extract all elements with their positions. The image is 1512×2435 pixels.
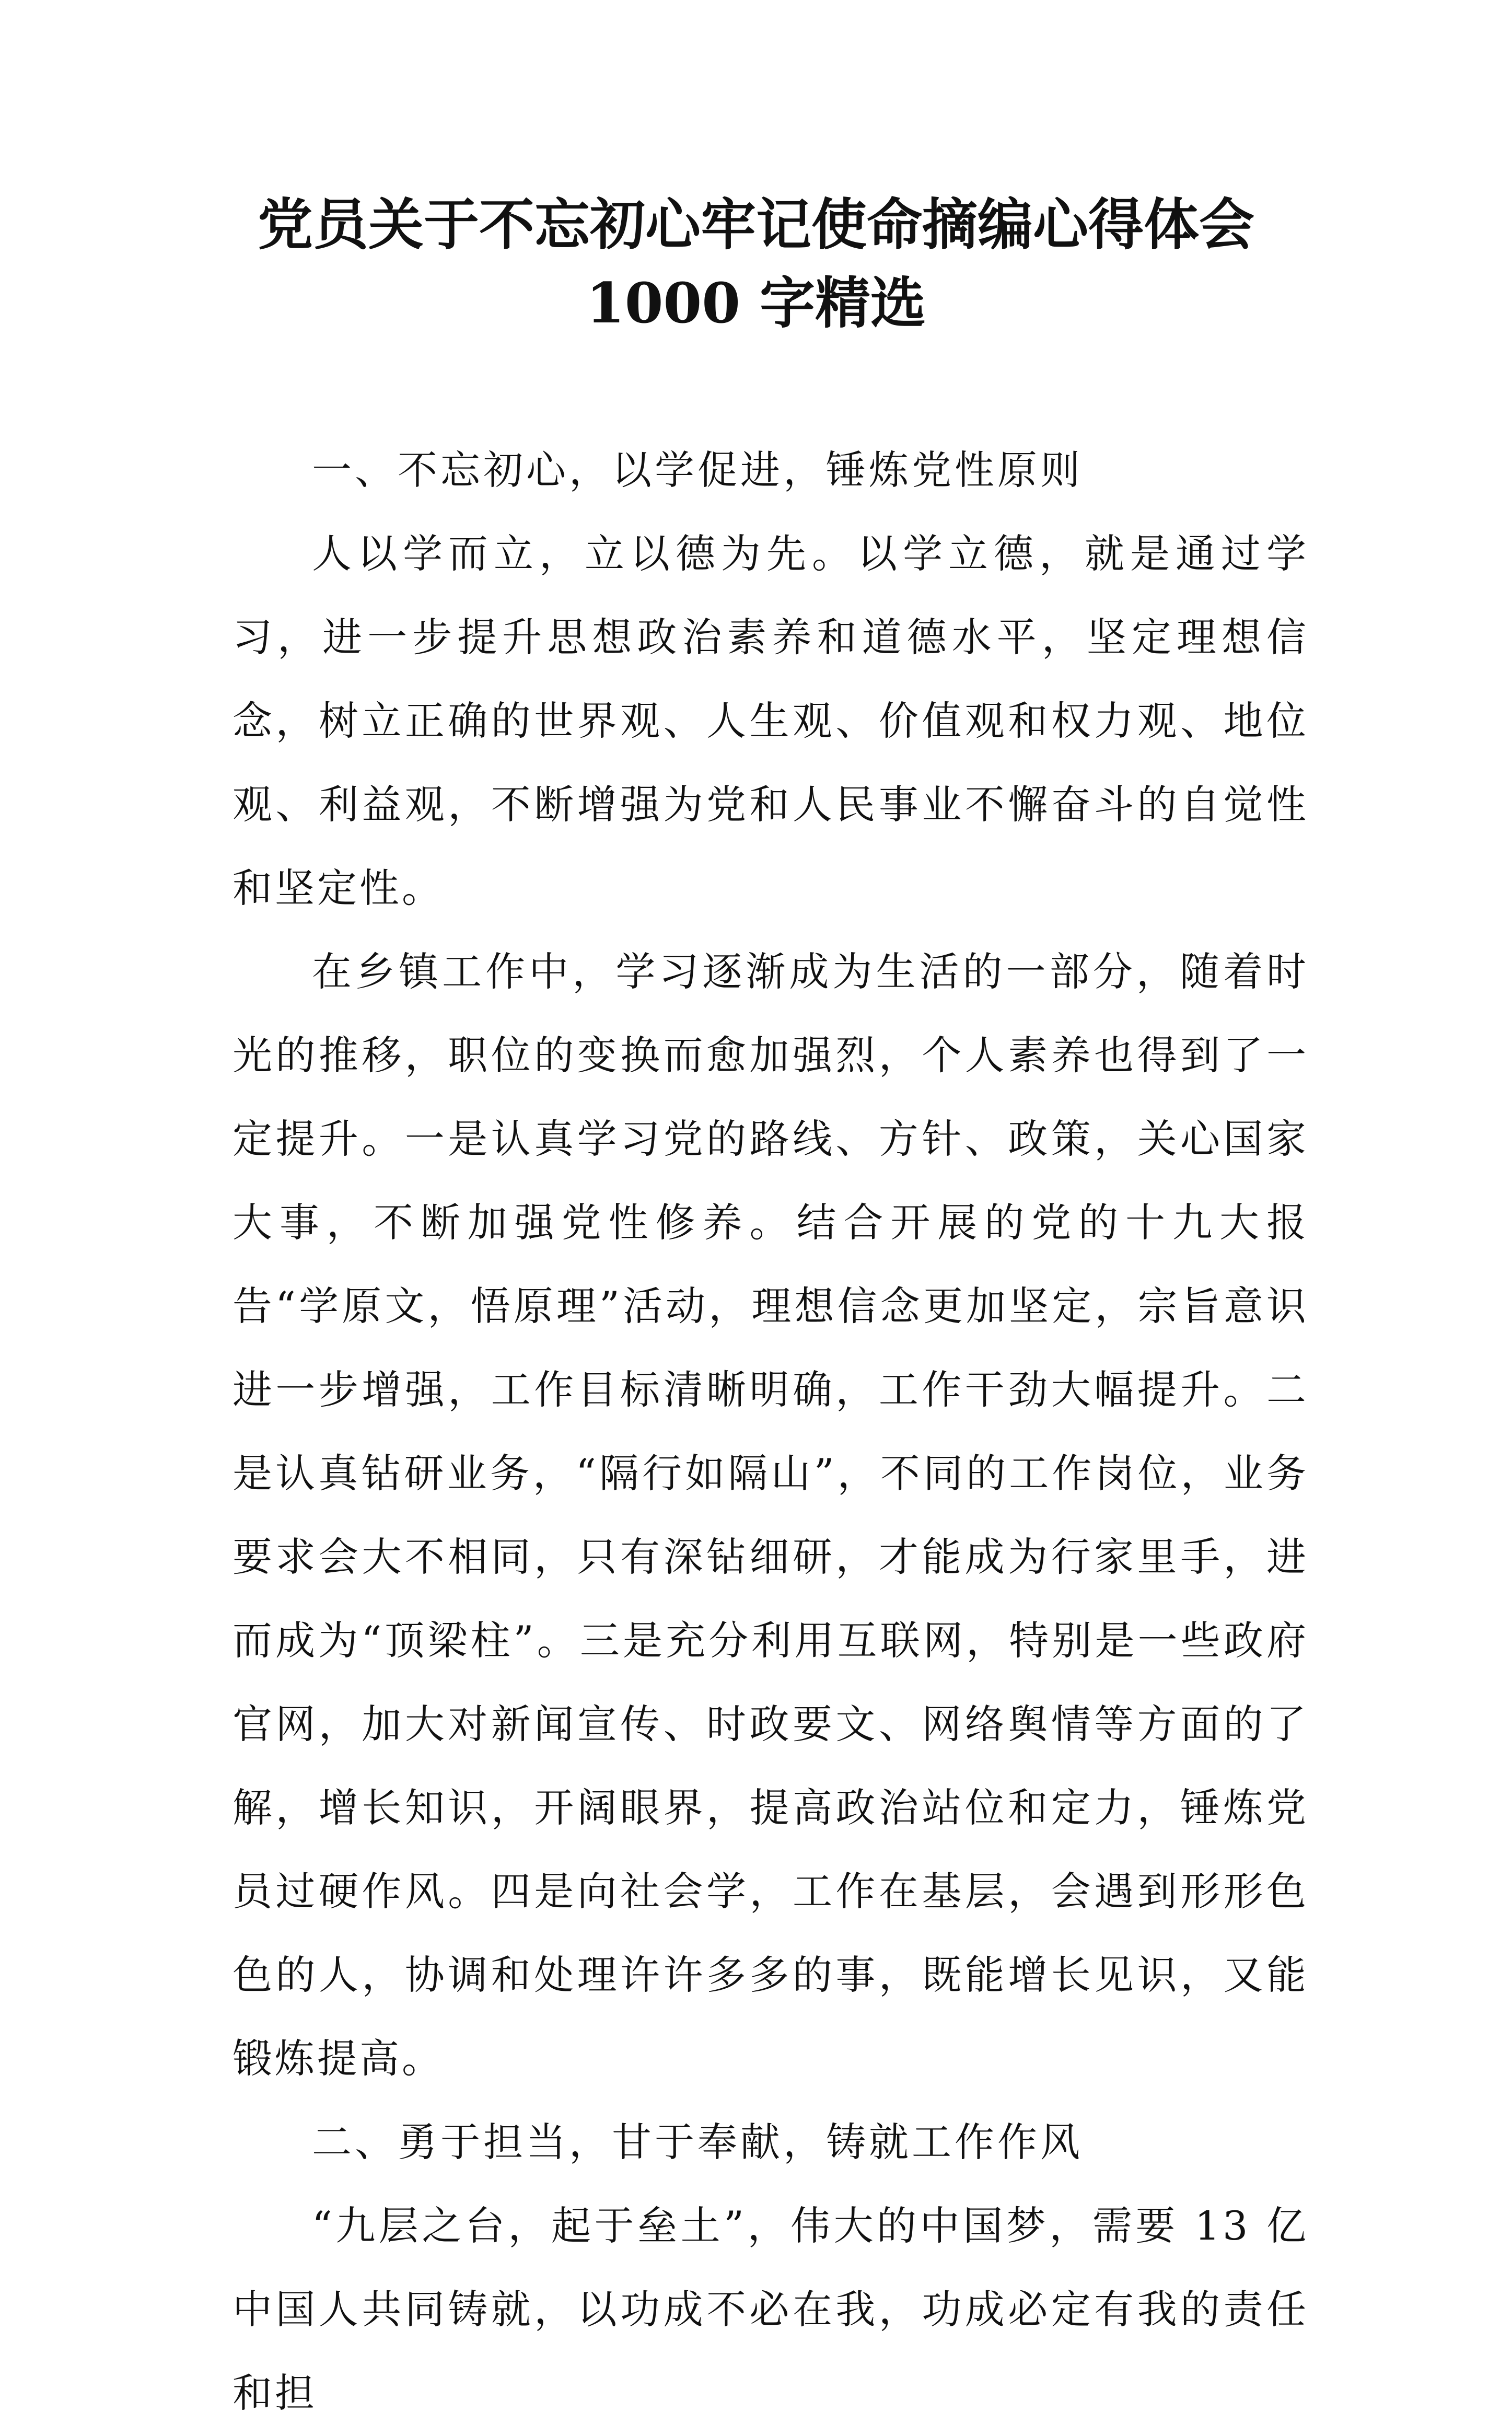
paragraph-2: 在乡镇工作中，学习逐渐成为生活的一部分，随着时光的推移，职位的变换而愈加强烈，个人素养也得到了一定提升。一是认真学习党的路线、方针、政策，关心国家大事，不断加强党性修养。结合开展的党的十九大报告“学原文，悟原理”活动，理想信念更加坚定，宗旨意识进一步增强，工作目标清晰明确，工作干劲大幅提升。二是认真钻研业务，“隔行如隔山”，不同的工作岗位，业务要求会大不相同，只有深钻细研，才能成为行家里手，进而成为“顶梁柱”。三是充分利用互联网，特别是一些政府官网，加大对新闻宣传、时政要文、网络舆情等方面的了解，增长知识，开阔眼界，提高政治站位和定力，锤炼党员过硬作风。四是向社会学，工作在基层，会遇到形形色色的人，协调和处理许许多多的事，既能增长见识，又能锻炼提高。 xyxy=(232,948,1309,2082)
document-title-line-1: 党员关于不忘初心牢记使命摘编心得体会 xyxy=(258,192,1254,257)
document-title-line-2: 1000 字精选 xyxy=(586,270,926,335)
document-body xyxy=(232,428,1309,2435)
paragraph-3: “九层之台，起于垒土”，伟大的中国梦，需要 13 亿中国人共同铸就，以功成不必在我，功成必定有我的责任和担 xyxy=(232,2202,1309,2416)
paragraph-1: 人以学而立，立以德为先。以学立德，就是通过学习，进一步提升思想政治素养和道德水平，坚定理想信念，树立正确的世界观、人生观、价值观和权力观、地位观、利益观，不断增强为党和人民事业不懈奋斗的自觉性和坚定性。 xyxy=(232,530,1309,911)
section-heading-1: 一、不忘初心，以学促进，锤炼党性原则 xyxy=(312,447,1083,493)
section-heading-2: 二、勇于担当，甘于奉献，铸就工作作风 xyxy=(312,2119,1083,2165)
